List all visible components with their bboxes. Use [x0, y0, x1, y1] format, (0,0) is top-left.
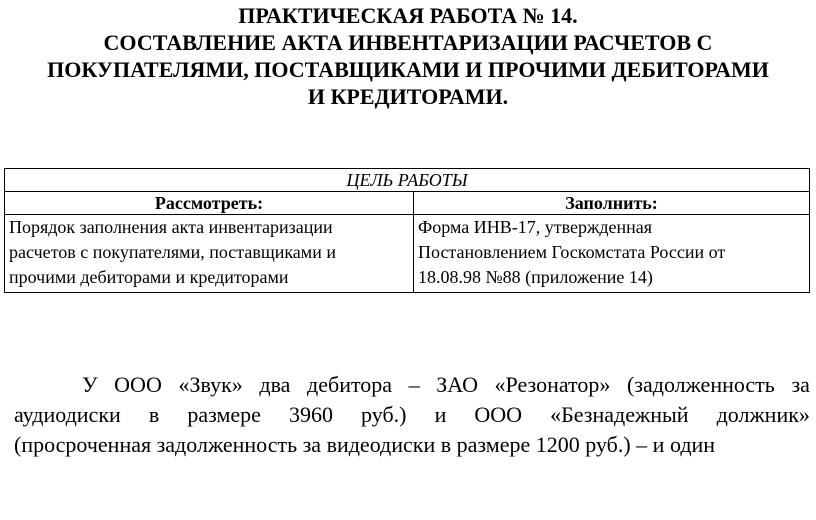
- word: ЗАО: [436, 372, 478, 397]
- word: ООО: [474, 402, 523, 427]
- word: должник»: [716, 402, 810, 427]
- review-cell: [5, 215, 414, 293]
- word: в: [148, 402, 160, 427]
- column-header-fill: Заполнить:: [414, 192, 810, 215]
- word: за: [791, 372, 810, 397]
- goal-table-caption: ЦЕЛЬ РАБОТЫ: [5, 169, 810, 192]
- goal-table: [4, 168, 810, 293]
- word: ООО: [114, 372, 162, 397]
- paragraph-line-3: (просроченная задолженность за видеодиски в размере 1200 руб.) – и один: [14, 432, 716, 457]
- word: два: [259, 372, 291, 397]
- paragraph-line-2: [14, 400, 810, 430]
- paragraph-line-1: [14, 370, 810, 400]
- title-line: СОСТАВЛЕНИЕ АКТА ИНВЕНТАРИЗАЦИИ РАСЧЕТОВ С: [103, 30, 713, 55]
- page-title: [0, 2, 816, 110]
- word: У: [82, 372, 98, 397]
- word: «Безнадежный: [550, 402, 689, 427]
- word: 3960: [288, 402, 333, 427]
- title-line: И КРЕДИТОРАМИ.: [307, 84, 509, 109]
- title-line: ПОКУПАТЕЛЯМИ, ПОСТАВЩИКАМИ И ПРОЧИМИ ДЕБИТОРАМИ: [47, 57, 769, 82]
- review-line: расчетов с покупателями, поставщиками и: [9, 242, 336, 262]
- word: дебитора: [307, 372, 393, 397]
- task-paragraph: [14, 370, 810, 460]
- title-line: ПРАКТИЧЕСКАЯ РАБОТА № 14.: [238, 3, 578, 28]
- fill-line: 18.08.98 №88 (приложение 14): [418, 267, 653, 287]
- word: «Звук»: [178, 372, 243, 397]
- fill-line: Постановлением Госкомстата России от: [418, 242, 726, 262]
- word: размере: [187, 402, 261, 427]
- fill-cell: [414, 215, 810, 293]
- word: руб.): [361, 402, 407, 427]
- word: –: [408, 372, 420, 397]
- word: «Резонатор»: [494, 372, 611, 397]
- fill-line: Форма ИНВ-17, утвержденная: [418, 217, 653, 237]
- word: и: [434, 402, 447, 427]
- column-header-review: Рассмотреть:: [5, 192, 414, 215]
- word: (задолженность: [626, 372, 775, 397]
- review-line: прочими дебиторами и кредиторами: [9, 267, 289, 287]
- review-line: Порядок заполнения акта инвентаризации: [9, 217, 333, 237]
- word: аудиодиски: [14, 402, 121, 427]
